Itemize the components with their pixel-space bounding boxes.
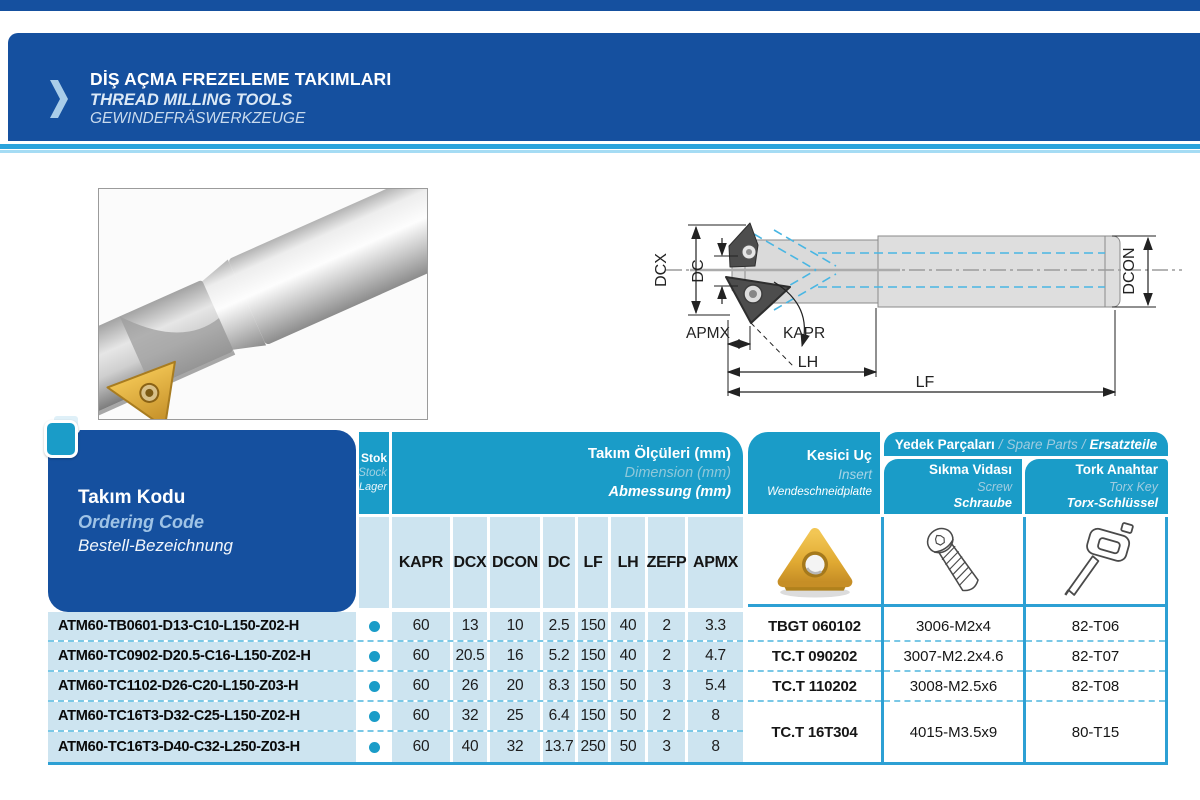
stock-cell: [359, 672, 389, 700]
divider-stripe-dark: [0, 144, 1200, 149]
lf-label: LF: [915, 374, 935, 391]
apmx-value: 8: [688, 702, 743, 730]
ordering-code-value: ATM60-TB0601-D13-C10-L150-Z02-H: [48, 612, 356, 640]
apmx-value: 8: [688, 732, 743, 762]
insert-code: TBGT 060102: [748, 612, 881, 642]
dc-label: DC: [690, 259, 707, 283]
lh-value: 40: [611, 612, 645, 640]
stock-dot: [369, 742, 380, 753]
ordering-code-value: ATM60-TC16T3-D32-C25-L150-Z02-H: [48, 702, 356, 730]
col-header-lh: LH: [611, 517, 645, 608]
screw-header: [884, 459, 1022, 514]
stock-dot: [369, 711, 380, 722]
dimensions-header: [392, 432, 743, 514]
dimensions-en: Dimension (mm): [624, 464, 731, 481]
stock-dot: [369, 681, 380, 692]
screw-column: [884, 612, 1023, 762]
torx-code-merged: 80-T15: [1071, 723, 1120, 741]
chevron-icon: [50, 79, 68, 119]
table-row: [48, 642, 743, 672]
stock-dot: [369, 621, 380, 632]
table-row: [48, 702, 743, 732]
torx-column: [1026, 612, 1165, 762]
torx-code: 82-T07: [1026, 642, 1165, 672]
dcon-value: 32: [490, 732, 540, 762]
stock-tr: Stok: [360, 451, 387, 466]
dcx-label: DCX: [653, 253, 670, 287]
screw-de: Schraube: [953, 495, 1012, 511]
zefp-value: 3: [648, 672, 685, 700]
torx-key-icon: [1054, 522, 1138, 600]
top-accent-bar: [0, 0, 1200, 11]
lh-label: LH: [797, 354, 819, 371]
divider: [1165, 517, 1168, 762]
col-header-dcon: DCON: [490, 517, 540, 608]
tool-photo: [98, 188, 428, 420]
insert-column: [748, 612, 881, 762]
technical-drawing: [650, 190, 1190, 406]
ordering-code-value: ATM60-TC1102-D26-C20-L150-Z03-H: [48, 672, 356, 700]
title-english: THREAD MILLING TOOLS: [90, 91, 293, 110]
col-header-dc: DC: [543, 517, 575, 608]
stock-cell: [359, 702, 389, 730]
spare-parts-header: [884, 432, 1168, 456]
dimensions-de: Abmessung (mm): [608, 483, 731, 500]
insert-code-merged: TC.T 16T304: [771, 723, 858, 741]
kapr-label: KAPR: [783, 325, 826, 342]
apmx-value: 4.7: [688, 642, 743, 670]
torx-tr: Tork Anahtar: [1075, 462, 1158, 478]
dcon-value: 10: [490, 612, 540, 640]
stock-dot: [369, 651, 380, 662]
screw-icon: [915, 521, 993, 601]
spare-parts-en: Spare Parts: [1006, 436, 1078, 452]
dcx-value: 20.5: [453, 642, 487, 670]
dcx-value: 32: [453, 702, 487, 730]
dimension-columns: [392, 517, 743, 608]
screw-code-merged: 4015-M3.5x9: [909, 723, 998, 741]
lh-value: 50: [611, 702, 645, 730]
lf-value: 150: [578, 702, 608, 730]
col-header-lf: LF: [578, 517, 608, 608]
torx-en: Torx Key: [1109, 479, 1158, 494]
screw-code: 3008-M2.5x6: [884, 672, 1023, 702]
insert-code: TC.T 090202: [748, 642, 881, 672]
table-bottom-border: [48, 762, 1168, 765]
col-header-apmx: APMX: [688, 517, 743, 608]
dcon-value: 25: [490, 702, 540, 730]
dc-value: 8.3: [543, 672, 575, 700]
lh-value: 40: [611, 642, 645, 670]
ordering-code-header: [48, 430, 356, 612]
data-rows: [48, 612, 743, 762]
lf-value: 250: [578, 732, 608, 762]
zefp-value: 2: [648, 612, 685, 640]
product-table: [48, 430, 1168, 770]
torx-header: [1025, 459, 1168, 514]
torx-de: Torx-Schlüssel: [1066, 495, 1158, 511]
insert-image-cell: [748, 517, 881, 604]
separator: /: [998, 436, 1003, 452]
screw-code: 3007-M2.2x4.6: [884, 642, 1023, 672]
lh-value: 50: [611, 732, 645, 762]
insert-header: [748, 432, 880, 514]
kapr-value: 60: [392, 672, 450, 700]
dcon-label: DCON: [1121, 247, 1138, 295]
dc-value: 2.5: [543, 612, 575, 640]
ordering-code-de: Bestell-Bezeichnung: [78, 535, 233, 555]
table-row: [48, 672, 743, 702]
insert-code: TC.T 110202: [748, 672, 881, 702]
page-title: [90, 69, 391, 129]
insert-de: Wendeschneidplatte: [767, 484, 872, 498]
apmx-value: 3.3: [688, 612, 743, 640]
screw-en: Screw: [977, 479, 1012, 494]
apmx-label: APMX: [686, 325, 730, 342]
lf-value: 150: [578, 642, 608, 670]
insert-tr: Kesici Uç: [806, 448, 872, 465]
stock-cell: [359, 732, 389, 762]
corner-tab: [44, 420, 78, 458]
insert-en: Insert: [838, 467, 872, 483]
dcx-value: 40: [453, 732, 487, 762]
zefp-value: 3: [648, 732, 685, 762]
col-header-zefp: ZEFP: [648, 517, 685, 608]
ordering-code-tr: Takım Kodu: [78, 486, 186, 508]
table-row: [48, 732, 743, 762]
torx-image-cell: [1026, 517, 1165, 604]
lh-value: 50: [611, 672, 645, 700]
screw-tr: Sıkma Vidası: [928, 462, 1012, 478]
divider-stripe-light: [0, 150, 1200, 153]
col-header-dcx: DCX: [453, 517, 487, 608]
stock-cell: [359, 642, 389, 670]
stock-de: Lager: [358, 480, 387, 493]
title-turkish: DİŞ AÇMA FREZELEME TAKIMLARI: [90, 69, 392, 89]
ordering-code-value: ATM60-TC16T3-D40-C32-L250-Z03-H: [48, 732, 356, 762]
header-band: [8, 33, 1200, 141]
separator: /: [1081, 436, 1086, 452]
ordering-code-value: ATM60-TC0902-D20.5-C16-L150-Z02-H: [48, 642, 356, 670]
stock-cell: [359, 612, 389, 640]
screw-image-cell: [884, 517, 1023, 604]
dc-value: 6.4: [543, 702, 575, 730]
torx-code: 82-T06: [1026, 612, 1165, 642]
dcon-value: 16: [490, 642, 540, 670]
dcx-value: 26: [453, 672, 487, 700]
kapr-value: 60: [392, 702, 450, 730]
spare-parts-tr: Yedek Parçaları: [894, 436, 995, 452]
kapr-value: 60: [392, 612, 450, 640]
kapr-value: 60: [392, 642, 450, 670]
kapr-value: 60: [392, 732, 450, 762]
dimensions-tr: Takım Ölçüleri (mm): [587, 445, 731, 463]
apmx-value: 5.4: [688, 672, 743, 700]
torx-code: 82-T08: [1026, 672, 1165, 702]
lf-value: 150: [578, 612, 608, 640]
dc-value: 5.2: [543, 642, 575, 670]
zefp-value: 2: [648, 642, 685, 670]
divider: [748, 604, 1168, 607]
zefp-value: 2: [648, 702, 685, 730]
spare-parts-de: Ersatzteile: [1089, 436, 1158, 452]
title-german: GEWINDEFRÄSWERKZEUGE: [90, 110, 306, 128]
table-row: [48, 612, 743, 642]
stock-subheader-cell: [359, 517, 389, 608]
stock-en: Stock: [358, 467, 387, 480]
insert-icon: [767, 521, 863, 601]
stock-header: [359, 432, 389, 514]
dc-value: 13.7: [543, 732, 575, 762]
dcon-value: 20: [490, 672, 540, 700]
screw-code: 3006-M2x4: [884, 612, 1023, 642]
dcx-value: 13: [453, 612, 487, 640]
col-header-kapr: KAPR: [392, 517, 450, 608]
ordering-code-en: Ordering Code: [78, 512, 205, 533]
lf-value: 150: [578, 672, 608, 700]
